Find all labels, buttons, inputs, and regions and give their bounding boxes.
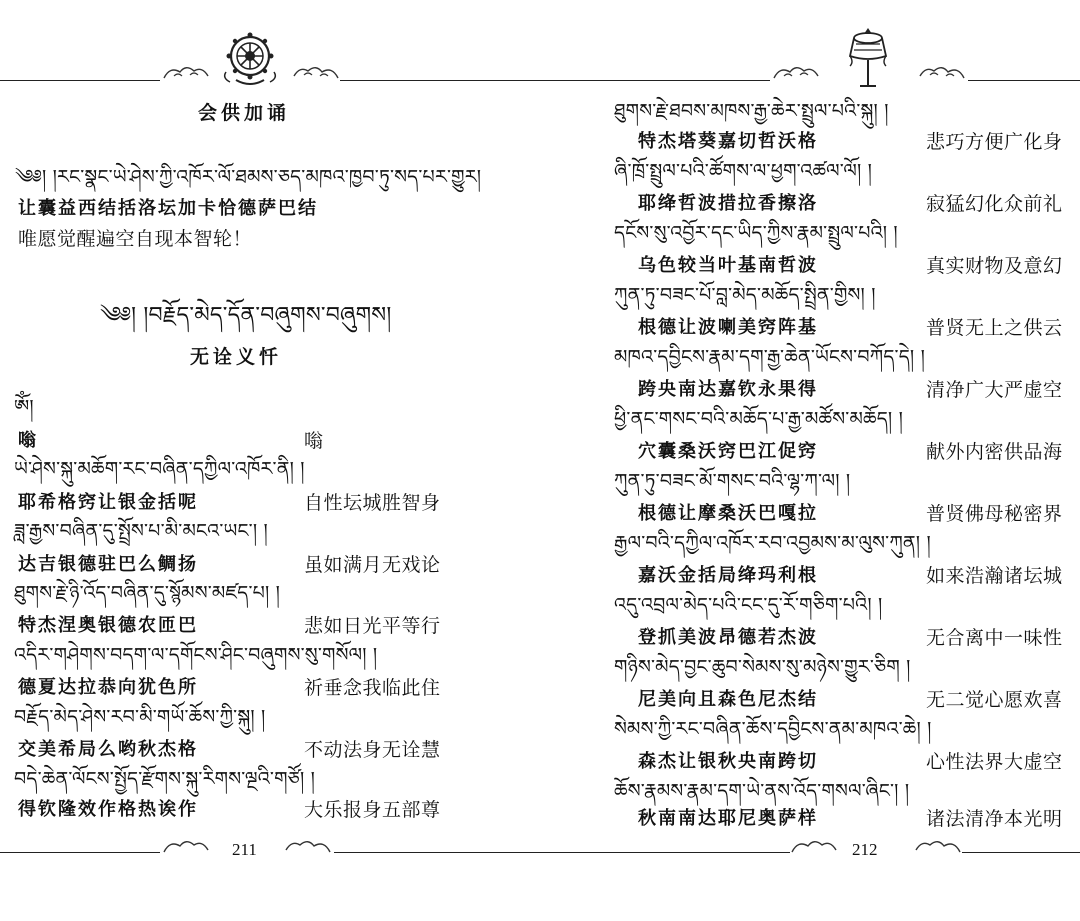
verse-phonetic: 交美希局么哟秋杰格 bbox=[18, 739, 198, 760]
cloud-scroll-icon bbox=[162, 62, 212, 82]
verse-phonetic: 德夏达拉恭向犹色所 bbox=[18, 677, 198, 698]
bottom-rule bbox=[334, 852, 540, 853]
om-phonetic: 嗡 bbox=[18, 430, 38, 451]
verse-phonetic: 特杰涅奥银德农匝巴 bbox=[18, 615, 198, 636]
verse-tibetan: བདེ་ཆེན་ལོངས་སྤྱོད་རྫོགས་སྐུ་རིགས་ལྔའི་གཙོ། ། bbox=[14, 768, 316, 790]
verse-chinese: 献外内密供品海 bbox=[926, 441, 1063, 463]
opening-phonetic: 让囊益西结括洛坛加卡恰德萨巴结 bbox=[18, 198, 318, 219]
top-rule bbox=[968, 80, 1080, 81]
verse-tibetan: ཀུན་ཏུ་བཟང་མོ་གསང་བའི་ལྷ་ཀ་ལ། ། bbox=[614, 470, 851, 492]
verse-phonetic: 秋南南达耶尼奥萨样 bbox=[638, 808, 818, 829]
om-chinese: 嗡 bbox=[304, 430, 324, 452]
verse-chinese: 如来浩瀚诸坛城 bbox=[926, 565, 1063, 587]
right-page bbox=[540, 0, 1080, 921]
cloud-scroll-icon bbox=[290, 62, 340, 82]
verse-tibetan: ཕྱི་ནང་གསང་བའི་མཆོད་པ་རྒྱ་མཚོས་མཆོད། ། bbox=[614, 408, 903, 430]
cloud-scroll-icon bbox=[282, 836, 332, 856]
cloud-scroll-icon bbox=[772, 62, 822, 82]
verse-tibetan: དངོས་སུ་འབྱོར་དང་ཡིད་ཀྱིས་རྣམ་སྤྲུལ་པའི། ། bbox=[614, 222, 898, 244]
verse-phonetic: 耶希格窍让银金括呢 bbox=[18, 492, 198, 513]
dharma-wheel-icon bbox=[216, 30, 284, 88]
bottom-rule bbox=[540, 852, 790, 853]
verse-chinese: 虽如满月无戏论 bbox=[304, 554, 441, 576]
verse-phonetic: 根德让摩桑沃巴嘎拉 bbox=[638, 503, 818, 524]
verse-tibetan: ཞི་ཁྲོ་སྤྲུལ་པའི་ཚོགས་ལ་ཕྱག་འཚལ་ལོ། ། bbox=[614, 160, 873, 182]
page-number: 211 bbox=[232, 840, 257, 859]
top-tibetan: ཐུགས་རྗེ་ཐབས་མཁས་རྒྱ་ཆེར་སྤྲུལ་པའི་སྐུ། ། bbox=[614, 100, 889, 122]
verse-phonetic: 达吉银德驻巴么鲷扬 bbox=[18, 554, 198, 575]
page-title: 会供加诵 bbox=[198, 102, 291, 124]
verse-phonetic: 尼美向且森色尼杰结 bbox=[638, 689, 818, 710]
verse-chinese: 普贤无上之供云 bbox=[926, 317, 1063, 339]
cloud-scroll-icon bbox=[162, 836, 212, 856]
verse-chinese: 悲如日光平等行 bbox=[304, 615, 441, 637]
top-rule bbox=[340, 80, 540, 81]
top-rule bbox=[0, 80, 160, 81]
verse-tibetan: ཟླ་རྒྱས་བཞིན་དུ་སྤྲོས་པ་མི་མངའ་ཡང་། ། bbox=[14, 520, 268, 542]
verse-chinese: 真实财物及意幻 bbox=[926, 255, 1063, 277]
verse-tibetan: མཁའ་དབྱིངས་རྣམ་དག་རྒྱ་ཆེན་ཡོངས་བཀོད་དེ། ། bbox=[614, 346, 925, 368]
verse-chinese: 心性法界大虚空 bbox=[926, 751, 1063, 773]
victory-banner-icon bbox=[842, 26, 894, 90]
cloud-scroll-icon bbox=[912, 836, 962, 856]
verse-tibetan: གཉིས་མེད་བྱང་ཆུབ་སེམས་སུ་མཉེས་གྱུར་ཅིག ། bbox=[614, 656, 911, 678]
verse-phonetic: 登抓美波昂德若杰波 bbox=[638, 627, 818, 648]
verse-phonetic: 得钦隆效作格热诶作 bbox=[18, 799, 198, 820]
verse-tibetan: འདུ་འབྲལ་མེད་པའི་ངང་དུ་རོ་གཅིག་པའི། ། bbox=[614, 594, 883, 616]
verse-phonetic: 耶绛哲波措拉香擦洛 bbox=[638, 193, 818, 214]
verse-tibetan: བརྗོད་མེད་ཤེས་རབ་མི་གཡོ་ཆོས་ཀྱི་སྐུ། ། bbox=[14, 706, 266, 728]
verse-chinese: 无二觉心愿欢喜 bbox=[926, 689, 1063, 711]
cloud-scroll-icon bbox=[916, 62, 966, 82]
bottom-rule bbox=[0, 852, 160, 853]
verse-tibetan: རྒྱལ་བའི་དཀྱིལ་འཁོར་རབ་འབྱམས་མ་ལུས་ཀུན། ། bbox=[614, 532, 931, 554]
verse-phonetic: 乌色较当叶基南哲波 bbox=[638, 255, 818, 276]
verse-phonetic: 跨央南达嘉钦永果得 bbox=[638, 379, 818, 400]
section-tibetan-heading: ༄༅། །བརྗོད་མེད་དོན་བཞུགས་བཞུགས། bbox=[100, 303, 392, 328]
verse-chinese: 诸法清净本光明 bbox=[926, 808, 1063, 830]
section-title: 无诠义忏 bbox=[190, 346, 283, 368]
verse-chinese: 寂猛幻化众前礼 bbox=[926, 193, 1063, 215]
verse-tibetan: ཡེ་ཤེས་སྐུ་མཆོག་རང་བཞིན་དཀྱིལ་འཁོར་ནི། ། bbox=[14, 458, 305, 480]
verse-chinese: 无合离中一味性 bbox=[926, 627, 1063, 649]
opening-tibetan: ༄༅། །རང་སྣང་ཡེ་ཤེས་ཀྱི་འཁོར་ལོ་ཐམས་ཅད་མཁའ་ཁྱབ་ཏུ་སད་པར་གྱུར། bbox=[15, 166, 482, 188]
verse-chinese: 大乐报身五部尊 bbox=[304, 799, 441, 821]
verse-chinese: 清净广大严虚空 bbox=[926, 379, 1063, 401]
top-rule bbox=[540, 80, 770, 81]
verse-tibetan: ཐུགས་རྗེ་ཉི་འོད་བཞིན་དུ་སྙོམས་མཛད་པ། ། bbox=[14, 582, 281, 604]
verse-chinese: 悲巧方便广化身 bbox=[926, 131, 1063, 153]
verse-tibetan: ཀུན་ཏུ་བཟང་པོ་བླ་མེད་མཆོད་སྤྲིན་གྱིས། ། bbox=[614, 284, 876, 306]
verse-phonetic: 森杰让银秋央南跨切 bbox=[638, 751, 818, 772]
verse-phonetic: 嘉沃金括局绛玛利根 bbox=[638, 565, 818, 586]
om-tibetan: ཨོཾ། bbox=[14, 396, 34, 418]
verse-tibetan: ཆོས་རྣམས་རྣམ་དག་ཡེ་ནས་འོད་གསལ་ཞིང་། ། bbox=[614, 780, 910, 802]
verse-phonetic: 穴囊桑沃窍巴江促窍 bbox=[638, 441, 818, 462]
verse-phonetic: 特杰塔葵嘉切哲沃格 bbox=[638, 131, 818, 152]
verse-phonetic: 根德让波喇美窍阵基 bbox=[638, 317, 818, 338]
verse-tibetan: འདིར་གཤེགས་བདག་ལ་དགོངས་ཤིང་བཞུགས་སུ་གསོལ། ། bbox=[14, 644, 378, 666]
verse-chinese: 自性坛城胜智身 bbox=[304, 492, 441, 514]
verse-tibetan: སེམས་ཀྱི་རང་བཞིན་ཆོས་དབྱིངས་ནམ་མཁའ་ཆེ། ། bbox=[614, 718, 932, 740]
bottom-rule bbox=[962, 852, 1080, 853]
verse-chinese: 祈垂念我临此住 bbox=[304, 677, 441, 699]
verse-chinese: 普贤佛母秘密界 bbox=[926, 503, 1063, 525]
verse-chinese: 不动法身无诠慧 bbox=[304, 739, 441, 761]
page-number: 212 bbox=[852, 840, 878, 859]
opening-chinese: 唯愿觉醒遍空自现本智轮！ bbox=[18, 228, 253, 250]
cloud-scroll-icon bbox=[790, 836, 840, 856]
